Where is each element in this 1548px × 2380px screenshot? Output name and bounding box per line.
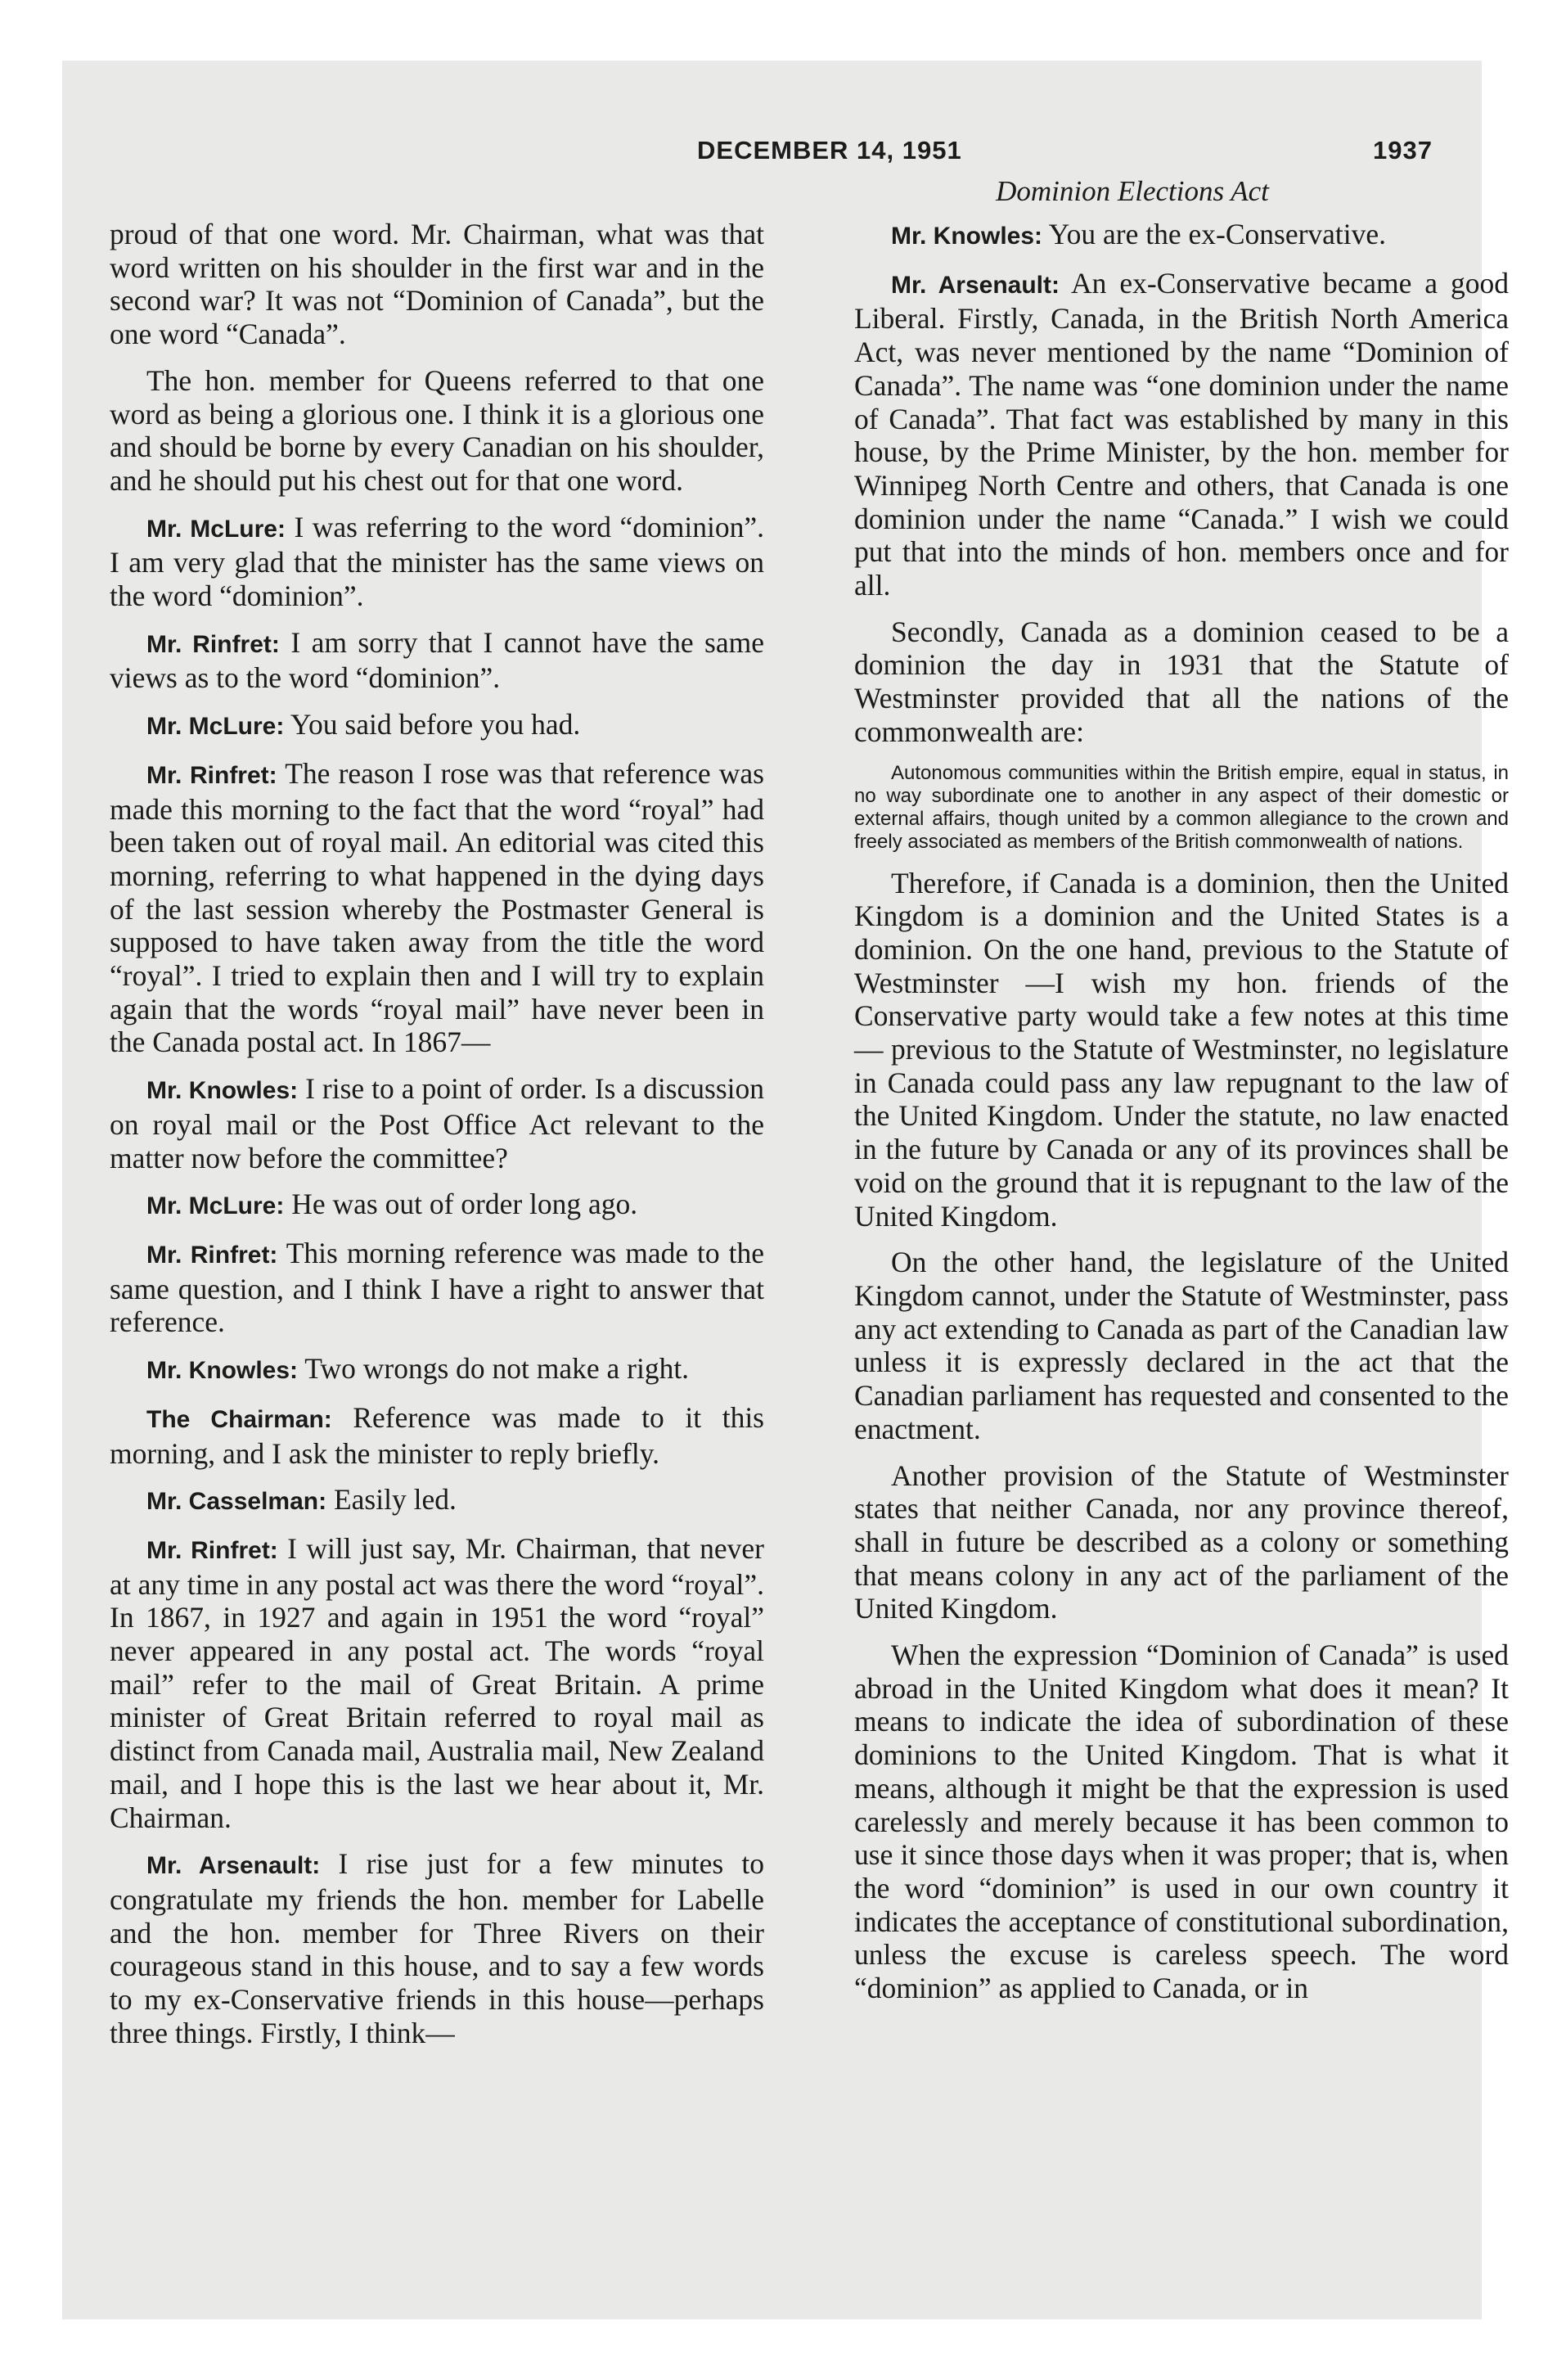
speaker-name: Mr. Rinfret: <box>146 1241 278 1269</box>
paragraph-text: Another provision of the Statute of Westminster states that neither Canada, nor any province thereof, shall in future be described as a colony or something that means colony in any act of the parliament of the United Kingdom. <box>854 1458 1509 1625</box>
paragraph <box>854 615 1509 749</box>
paragraph <box>110 708 764 744</box>
speaker-name: Mr. Rinfret: <box>146 630 280 658</box>
speaker-name: Mr. Knowles: <box>891 223 1043 250</box>
paragraph-text: This morning reference was made to the same question, and I think I have a right to answer that reference. <box>110 1236 764 1339</box>
paragraph <box>110 1847 764 2049</box>
paragraph <box>854 218 1509 254</box>
paragraph <box>110 511 764 613</box>
speaker-name: Mr. Knowles: <box>146 1357 299 1385</box>
speaker-name: The Chairman: <box>146 1405 332 1433</box>
paragraph <box>110 1532 764 1834</box>
paragraph <box>110 1072 764 1174</box>
page-number: 1937 <box>1373 136 1433 165</box>
paragraph <box>110 1483 764 1519</box>
paragraph <box>110 626 764 695</box>
paragraph-text: I will just say, Mr. Chairman, that never at any time in any postal act was there the word “royal”. In 1867, in 1927 and again in 1951 the word “royal” never appeared in any postal act. The words “royal mail” refer to the mail of Great Britain. A prime minister of Great Britain referred to royal mail as distinct from Canada mail, Australia mail, New Zealand mail, and I hope this is the last we hear about it, Mr. Chairman. <box>110 1531 765 1834</box>
paragraph-text: An ex-Conservative became a good Liberal. Firstly, Canada, in the British North America Act, was never mentioned by the name “Dominion of Canada”. The name was “one dominion under the name of Canada”. That fact was established by many in this house, by the Prime Minister, by the hon. member for Winnipeg North Centre and others, that Canada is one dominion under the name “Canada.” I wish we could put that into the minds of hon. members once and for all. <box>854 266 1509 602</box>
left-column <box>110 218 764 2062</box>
speaker-name: Mr. McLure: <box>146 515 286 543</box>
page-header <box>62 136 1482 169</box>
paragraph <box>854 867 1509 1233</box>
paragraph-text: proud of that one word. Mr. Chairman, what was that word written on his shoulder in the first war and in the second war? It was not “Dominion of Canada”, but the one word “Canada”. <box>110 218 764 351</box>
paragraph <box>854 1246 1509 1445</box>
page-date: DECEMBER 14, 1951 <box>697 136 962 165</box>
block-quote: Autonomous communities within the British empire, equal in status, in no way subordinate one to another in any aspect of their domestic or external affairs, though united by a common allegiance to the crown and freely associated as members of the British commonwealth of nations. <box>854 761 1509 853</box>
paragraph-text: Easily led. <box>333 1483 457 1517</box>
paragraph <box>110 218 764 351</box>
paragraph <box>854 267 1509 602</box>
paragraph <box>110 364 764 498</box>
speaker-name: Mr. Arsenault: <box>891 271 1060 299</box>
paragraph-text: Secondly, Canada as a dominion ceased to be a dominion the day in 1931 that the Statute of Westminster provided that all the nations of the commonwealth are: <box>854 615 1509 748</box>
paragraph-text: On the other hand, the legislature of the United Kingdom cannot, under the Statute of Westminster, pass any act extending to Canada as part of the Canadian law unless it is expressly declared in the act that the Canadian parliament has requested and consented to the enactment. <box>854 1246 1509 1445</box>
right-column <box>854 218 1509 2018</box>
paragraph-text: Therefore, if Canada is a dominion, then the United Kingdom is a dominion and the United States is a dominion. On the one hand, previous to the Statute of Westminster —I wish my hon. friends of the Conservative party would take a few notes at this time— previous to the Statute of Westminster, no legislature in Canada could pass any law repugnant to the law of the United Kingdom. Under the statute, no law enacted in the future by Canada or any of its provinces shall be void on the ground that it is repugnant to the law of the United Kingdom. <box>854 866 1509 1233</box>
paragraph-text: I rise to a point of order. Is a discussion on royal mail or the Post Office Act relevant to the matter now before the committee? <box>110 1072 765 1174</box>
page-subtitle: Dominion Elections Act <box>996 175 1269 207</box>
paragraph <box>110 757 764 1059</box>
paragraph-text: I rise just for a few minutes to congratulate my friends the hon. member for Labelle and the hon. member for Three Rivers on their courageous stand in this house, and to say a few words to my ex-Conservative friends in this house—perhaps three things. Firstly, I think— <box>110 1847 764 2049</box>
paragraph-text: The reason I rose was that reference was made this morning to the fact that the word “royal” had been taken out of royal mail. An editorial was cited this morning, referring to what happened in the dying days of the last session whereby the Postmaster General is supposed to have taken away from the title the word “royal”. I tried to explain then and I will try to explain again that the words “royal mail” have never been in the Canada postal act. In 1867— <box>110 756 764 1059</box>
speaker-name: Mr. Rinfret: <box>146 1536 278 1564</box>
paragraph <box>110 1237 764 1339</box>
speaker-name: Mr. Knowles: <box>146 1077 299 1105</box>
paragraph-text: You are the ex-Conservative. <box>1048 218 1387 250</box>
paragraph-text: When the expression “Dominion of Canada” is used abroad in the United Kingdom what does it mean? It means to indicate the idea of subordination of these dominions to the United Kingdom. That is what it means, although it might be that the expression is used carelessly and merely because it has been common to use it since those days when it was proper; that is, when the word “dominion” is used in our own country it indicates the acceptance of constitutional subordination, unless the excuse is careless speech. The word “dominion” as applied to Canada, or in <box>854 1639 1509 2005</box>
speaker-name: Mr. McLure: <box>146 713 285 741</box>
paragraph-text: The hon. member for Queens referred to that one word as being a glorious one. I think it is a glorious one and should be borne by every Canadian on his shoulder, and he should put his chest out for that one word. <box>110 363 764 497</box>
page-sheet <box>62 61 1509 2319</box>
paragraph-text: You said before you had. <box>290 708 581 741</box>
paragraph-text: Two wrongs do not make a right. <box>304 1352 690 1386</box>
paragraph-text: I am sorry that I cannot have the same views as to the word “dominion”. <box>110 625 764 695</box>
paragraph-text: I was referring to the word “dominion”. I am very glad that the minister has the same views on the word “dominion”. <box>110 510 764 613</box>
paragraph <box>854 1459 1509 1626</box>
paragraph <box>854 1639 1509 2005</box>
speaker-name: Mr. Arsenault: <box>146 1852 321 1880</box>
paragraph <box>110 1401 764 1470</box>
paragraph-text: Reference was made to it this morning, and I ask the minister to reply briefly. <box>110 1400 764 1470</box>
paragraph-text: He was out of order long ago. <box>291 1188 638 1221</box>
speaker-name: Mr. McLure: <box>146 1192 285 1220</box>
paragraph <box>110 1188 764 1224</box>
paragraph <box>110 1352 764 1388</box>
speaker-name: Mr. Casselman: <box>146 1488 327 1516</box>
speaker-name: Mr. Rinfret: <box>146 761 277 789</box>
